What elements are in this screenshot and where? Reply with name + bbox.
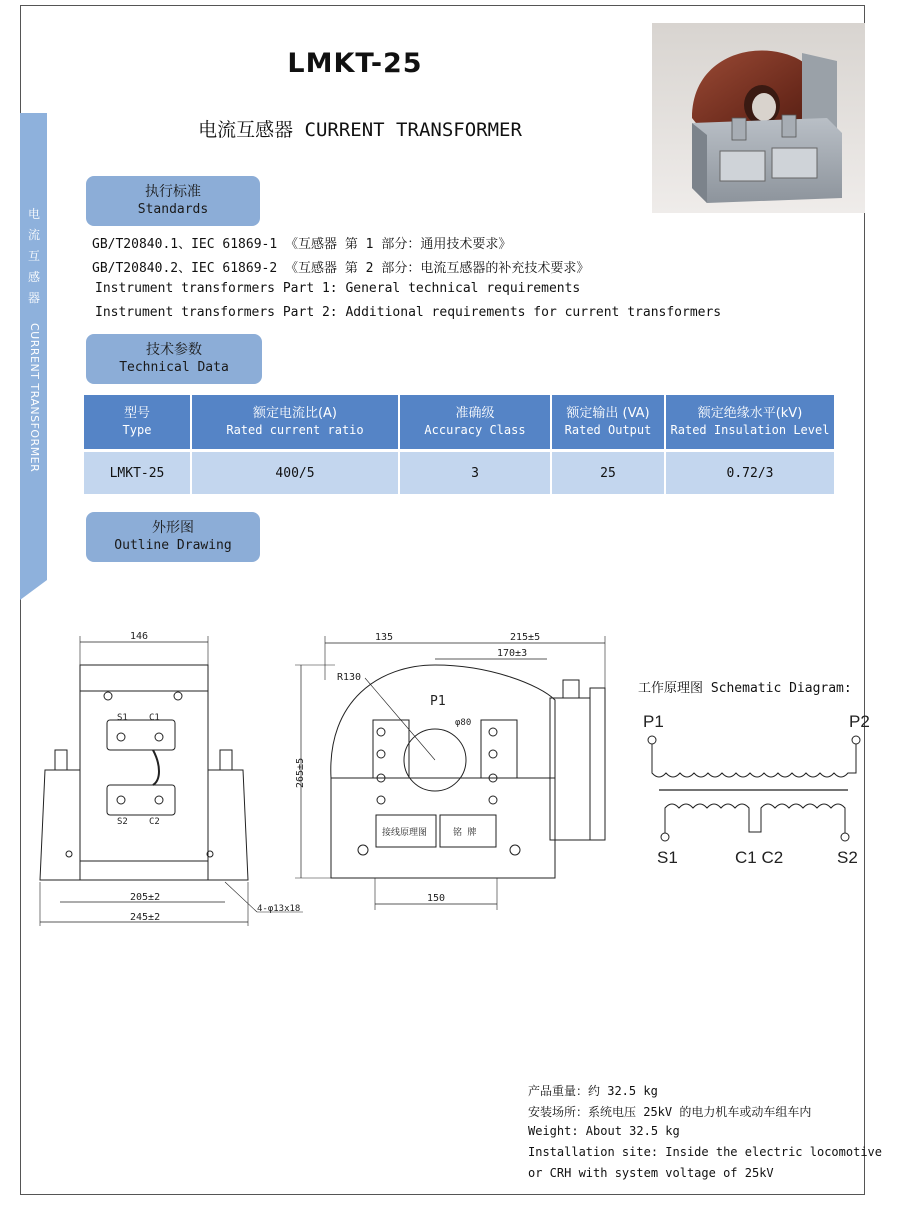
front-view [295,632,605,910]
table-cell: 400/5 [191,451,399,495]
terminal-s2: S2 [837,848,858,867]
column-header: 额定输出 (VA) Rated Output [551,395,665,451]
technical-data-table [84,395,834,494]
dim-146: 146 [130,631,149,642]
label-p1: P1 [430,694,446,709]
table-cell: 3 [399,451,551,495]
spec-site-en-2: or CRH with system voltage of 25kV [528,1166,774,1180]
outline-label-en: Outline Drawing [114,538,232,553]
spec-weight-zh: 产品重量：约 32.5 kg [528,1084,658,1098]
terminal-p2: P2 [849,712,870,731]
standards-pill [86,176,260,226]
spec-site-en: Installation site: Inside the electric locomotive [528,1145,883,1159]
column-header: 额定电流比(A) Rated current ratio [191,395,399,451]
technical-data-label-zh: 技术参数 [146,342,202,358]
side-view [40,631,303,926]
side-char: 流 [27,228,40,242]
side-en: CURRENT TRANSFORMER [28,323,41,473]
dim-135: 135 [375,632,394,643]
dim-150: 150 [427,893,446,904]
dim-265: 265±5 [295,757,306,788]
standards-label-zh: 执行标准 [145,184,201,200]
standard-line: Instrument transformers Part 2: Additional requirements for current transformers [95,305,722,320]
technical-data-pill [86,334,262,384]
side-char: 器 [27,291,40,305]
label-s2: S2 [117,817,128,827]
dim-245: 245±2 [130,912,161,923]
standard-line: GB/T20840.1、IEC 61869-1 《互感器 第 1 部分：通用技术要求》 [92,237,512,252]
side-char: 互 [27,249,40,263]
terminal-s1: S1 [657,848,678,867]
outline-drawing [35,620,625,940]
terminal-p1: P1 [643,712,664,731]
label-s1: S1 [117,713,128,723]
outline-label-zh: 外形图 [152,520,194,536]
terminal-c1c2: C1 C2 [735,848,784,867]
dim-170: 170±3 [497,648,528,659]
page-title: LMKT-25 [287,48,423,79]
dim-d80: φ80 [455,718,472,728]
dim-215: 215±5 [510,632,541,643]
table-row [84,451,834,495]
label-c1: C1 [149,713,160,723]
standards-label-en: Standards [137,202,209,217]
schematic-diagram [637,705,872,875]
plate-nameplate: 铭 牌 [453,828,477,838]
schematic-title: 工作原理图 Schematic Diagram: [638,681,852,696]
table-cell: LMKT-25 [84,451,191,495]
table-cell: 0.72/3 [665,451,834,495]
spec-weight-en: Weight: About 32.5 kg [528,1124,680,1138]
label-c2: C2 [149,817,160,827]
dim-205: 205±2 [130,892,161,903]
plate-wiring: 接线原理图 [382,828,428,838]
table-header-row [84,395,834,451]
table-cell: 25 [551,451,665,495]
side-tab-text [24,204,44,472]
side-char: 感 [27,270,40,284]
column-header: 准确级 Accuracy Class [399,395,551,451]
dim-holes: 4-φ13x18 [257,904,301,914]
product-photo [652,23,865,213]
column-header: 型号 Type [84,395,191,451]
spec-site-zh: 安装场所：系统电压 25kV 的电力机车或动车组车内 [528,1105,812,1119]
standard-line: Instrument transformers Part 1: General technical requirements [95,281,581,296]
page-subtitle: 电流互感器 CURRENT TRANSFORMER [198,119,522,141]
outline-pill [86,512,260,562]
column-header: 额定绝缘水平(kV) Rated Insulation Level [665,395,834,451]
dim-r130: R130 [337,672,362,683]
technical-data-label-en: Technical Data [119,360,229,375]
side-char: 电 [27,207,40,221]
standard-line: GB/T20840.2、IEC 61869-2 《互感器 第 2 部分：电流互感器的补充技术要求》 [92,261,590,276]
